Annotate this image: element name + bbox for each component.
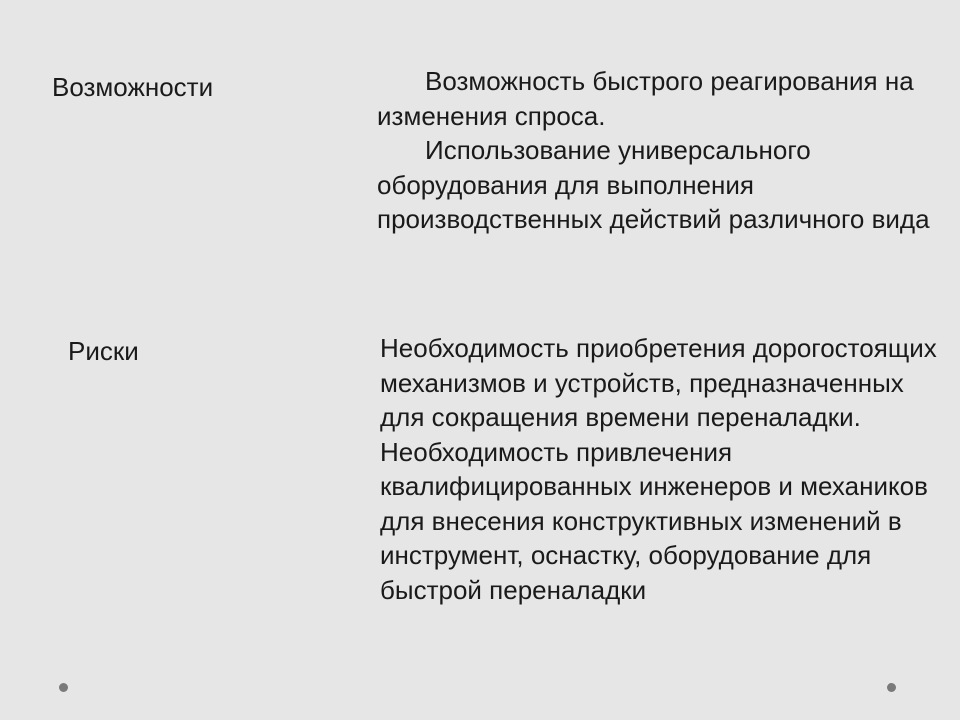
opportunities-label: Возможности xyxy=(52,72,214,102)
left-bullet-dot xyxy=(59,683,68,692)
opportunities-paragraph-2: Использование универсального оборудования для выполнения производственных действий различного вида xyxy=(377,135,930,234)
risks-paragraph-1: Необходимость приобретения дорогостоящих механизмов и устройств, предназначенных для сокращения времени переналадки. xyxy=(380,333,937,432)
risks-label: Риски xyxy=(68,336,139,366)
right-bullet-dot xyxy=(887,683,896,692)
opportunities-paragraph-1: Возможность быстрого реагирования на изменения спроса. xyxy=(377,66,914,131)
risks-text xyxy=(380,331,950,607)
risks-paragraph-2: Необходимость привлечения квалифицированных инженеров и механиков для внесения конструктивных изменений в инструмент, оснастку, оборудование для быстрой переналадки xyxy=(380,436,928,605)
opportunities-text xyxy=(377,64,937,237)
